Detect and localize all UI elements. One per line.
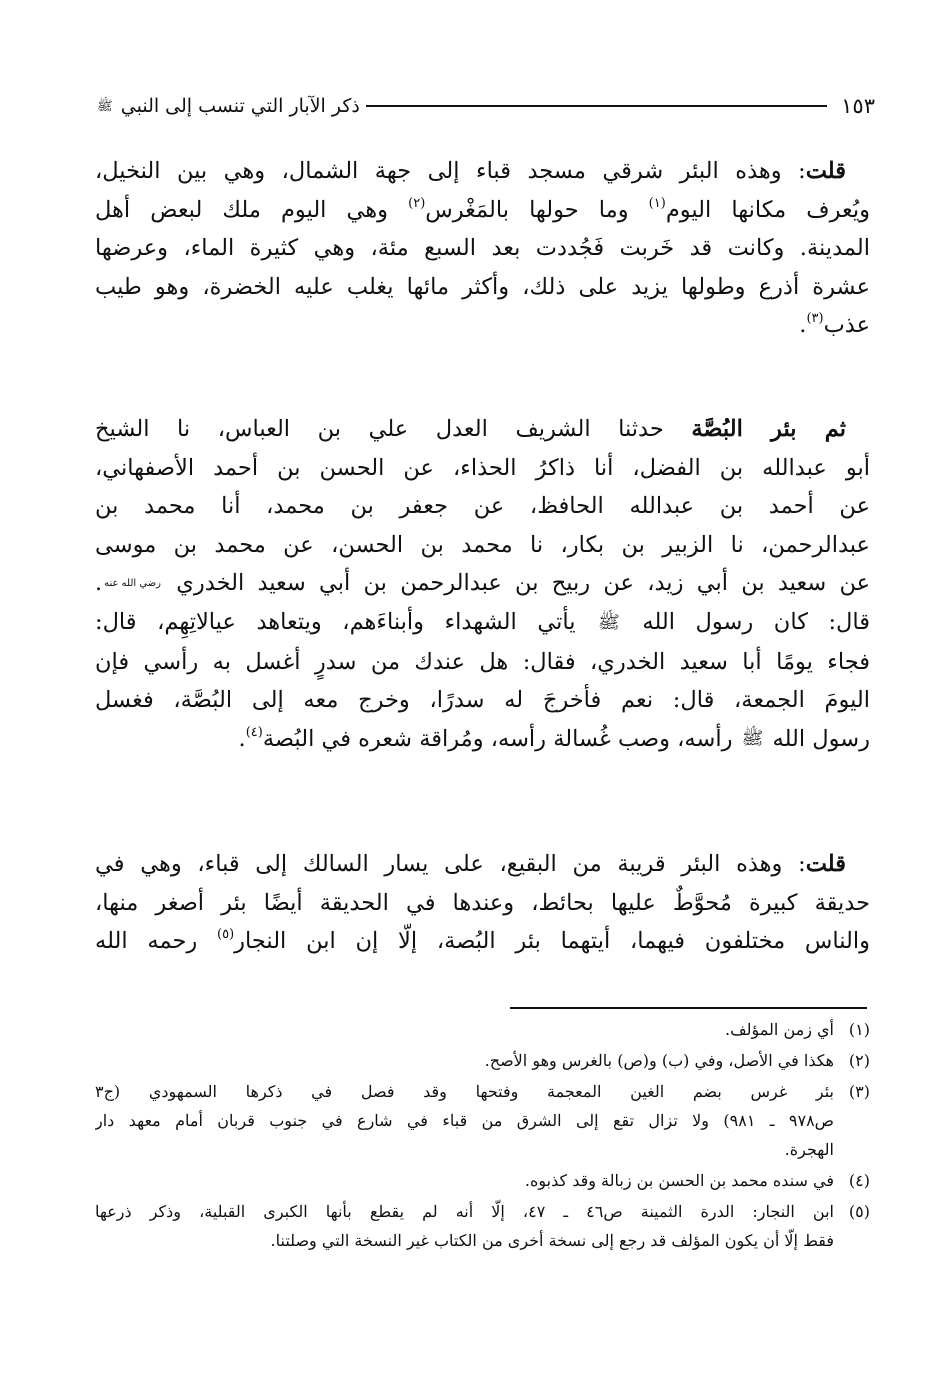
text-run: وهي اليوم ملك لبعض أهل	[95, 196, 389, 223]
paragraph-1	[95, 152, 870, 345]
text-line	[95, 410, 870, 449]
paragraph-lead: قلت	[805, 851, 846, 877]
text-run: رسول الله	[772, 725, 870, 752]
text-run: قال: كان رسول الله	[642, 609, 870, 636]
text-line: المدينة. وكانت قد خَربت فَجُددت بعد السبع مئة، وهي كثيرة الماء، وعرضها	[95, 235, 870, 261]
text-line: عن سعيد بن أبي زيد، عن ربيح بن عبدالرحمن بن أبي سعيد الخدري رضي الله عنه.	[95, 564, 870, 603]
header-rule	[366, 105, 827, 107]
text-line: حديقة كبيرة مُحوَّطٌ عليها بحائط، وعندها في الحديقة أيضًا بئر أصغر منها،	[95, 889, 870, 916]
footnote-line: الهجرة.	[784, 1140, 834, 1159]
text-line: اليومَ الجمعة، قال: نعم فأخرجَ له سدرًا، وخرج معه إلى البُصَّة، فغسل	[95, 687, 870, 713]
footnote-line: فقط إلّا أن يكون المؤلف قد رجع إلى نسخة أخرى من الكتاب غير النسخة التي وصلتنا.	[270, 1231, 834, 1250]
text-line: أبو عبدالله بن الفضل، أنا ذاكرُ الحذاء، عن الحسن بن أحمد الأصفهاني،	[95, 454, 870, 481]
footnote-line: في سنده محمد بن الحسن بن زبالة وقد كذبوه.	[524, 1171, 834, 1190]
footnote-divider	[510, 1007, 867, 1009]
honorific-glyph: ﷺ	[97, 98, 113, 114]
text-line: فجاء يومًا أبا سعيد الخدري، فقال: هل عندك من سدرٍ أغسل به رأسي فإن	[95, 648, 870, 675]
text-run: رحمه الله	[95, 928, 198, 954]
page-number: ١٥٣	[841, 94, 875, 118]
footnote-5	[95, 1197, 870, 1255]
running-header	[95, 90, 875, 122]
footnote-number: (٤)	[848, 1171, 870, 1190]
footnote-number: (٥)	[848, 1202, 870, 1221]
honorific-glyph: ﷺ	[741, 728, 764, 750]
text-line	[95, 152, 870, 191]
text-line	[95, 191, 870, 230]
footnote-line: بئر غرس بضم الغين المعجمة وفتحها وقد فصل في ذكرها السمهودي (ج٣	[95, 1082, 834, 1101]
footnote-number: (١)	[848, 1020, 870, 1039]
footnote-line: ص٩٧٨ ـ ٩٨١) ولا تزال تقع إلى الشرق من قباء في شارع في جنوب قربان أمام معهد دار	[95, 1111, 834, 1130]
footnotes	[95, 1015, 870, 1257]
footnote-ref[interactable]: (٢)	[408, 195, 426, 211]
text-line	[95, 306, 870, 345]
footnote-line: أي زمن المؤلف.	[725, 1020, 834, 1039]
running-title	[95, 95, 360, 117]
footnote-line: ابن النجار: الدرة الثمينة ص٤٦ ـ ٤٧، إلّا أنه لم يقطع بأنها الكبرى القبلية، وذكر ذرعها	[95, 1202, 834, 1221]
text-run: : وهذه البئر قريبة من البقيع، على يسار السالك إلى قباء، وهي في	[95, 851, 806, 877]
footnote-number: (٣)	[848, 1082, 870, 1101]
text-line	[95, 922, 870, 961]
text-run: وما حولها بالمَغْرس	[425, 196, 629, 223]
paragraph-3	[95, 845, 870, 961]
running-title-text: ذكر الآبار التي تنسب إلى النبي	[120, 95, 360, 117]
text-line	[95, 720, 870, 759]
text-run: .	[799, 312, 807, 338]
text-line: عبدالرحمن، نا الزبير بن بكار، نا محمد بن الحسن، عن محمد بن موسى	[95, 531, 870, 558]
text-run: والناس مختلفون فيهما، أيتهما بئر البُصة، إلّا إن ابن النجار	[234, 928, 870, 954]
footnote-line: هكذا في الأصل، وفي (ب) و(ص) بالغرس وهو الأصح.	[484, 1051, 834, 1070]
footnote-ref[interactable]: (٣)	[806, 311, 824, 326]
footnote-ref[interactable]: (٥)	[217, 927, 235, 942]
paragraph-lead: ثم بئر البُصَّة	[691, 416, 846, 442]
text-run: حدثنا الشريف العدل علي بن العباس، نا الشيخ	[95, 416, 664, 442]
text-line: عشرة أذرع وطولها يزيد على ذلك، وأكثر مائها يغلب عليه الخضرة، وهو طيب	[95, 273, 870, 300]
footnote-4	[95, 1166, 870, 1195]
text-line	[95, 845, 870, 884]
footnote-ref[interactable]: (١)	[648, 195, 666, 211]
text-run: رأسه، وصب غُسالة رأسه، ومُراقة شعره في البُصة	[262, 725, 733, 752]
honorific-glyph: ﷺ	[598, 612, 620, 633]
text-run: يأتي الشهداء وأبناءَهم، ويتعاهد عيالاتِهِم، قال:	[95, 609, 576, 636]
footnote-1	[95, 1015, 870, 1044]
footnote-number: (٢)	[848, 1051, 870, 1070]
text-line: عن أحمد بن عبدالله الحافظ، عن جعفر بن محمد، أنا محمد بن	[95, 493, 870, 519]
footnote-3	[95, 1077, 870, 1164]
footnote-2	[95, 1046, 870, 1075]
footnote-ref[interactable]: (٤)	[245, 724, 263, 740]
text-run: عن سعيد بن أبي زيد، عن ربيح بن عبدالرحمن بن أبي سعيد الخدري	[176, 570, 870, 596]
text-run: ويُعرف مكانها اليوم	[665, 196, 870, 223]
text-run: : وهذه البئر شرقي مسجد قباء إلى جهة الشمال، وهي بين النخيل،	[95, 158, 806, 184]
text-run: .	[238, 725, 246, 752]
text-line	[95, 603, 870, 642]
paragraph-2	[95, 410, 870, 759]
honorific-glyph-ra: رضي الله عنه	[104, 577, 162, 589]
paragraph-lead: قلت	[805, 158, 846, 184]
text-run: عذب	[823, 312, 870, 338]
